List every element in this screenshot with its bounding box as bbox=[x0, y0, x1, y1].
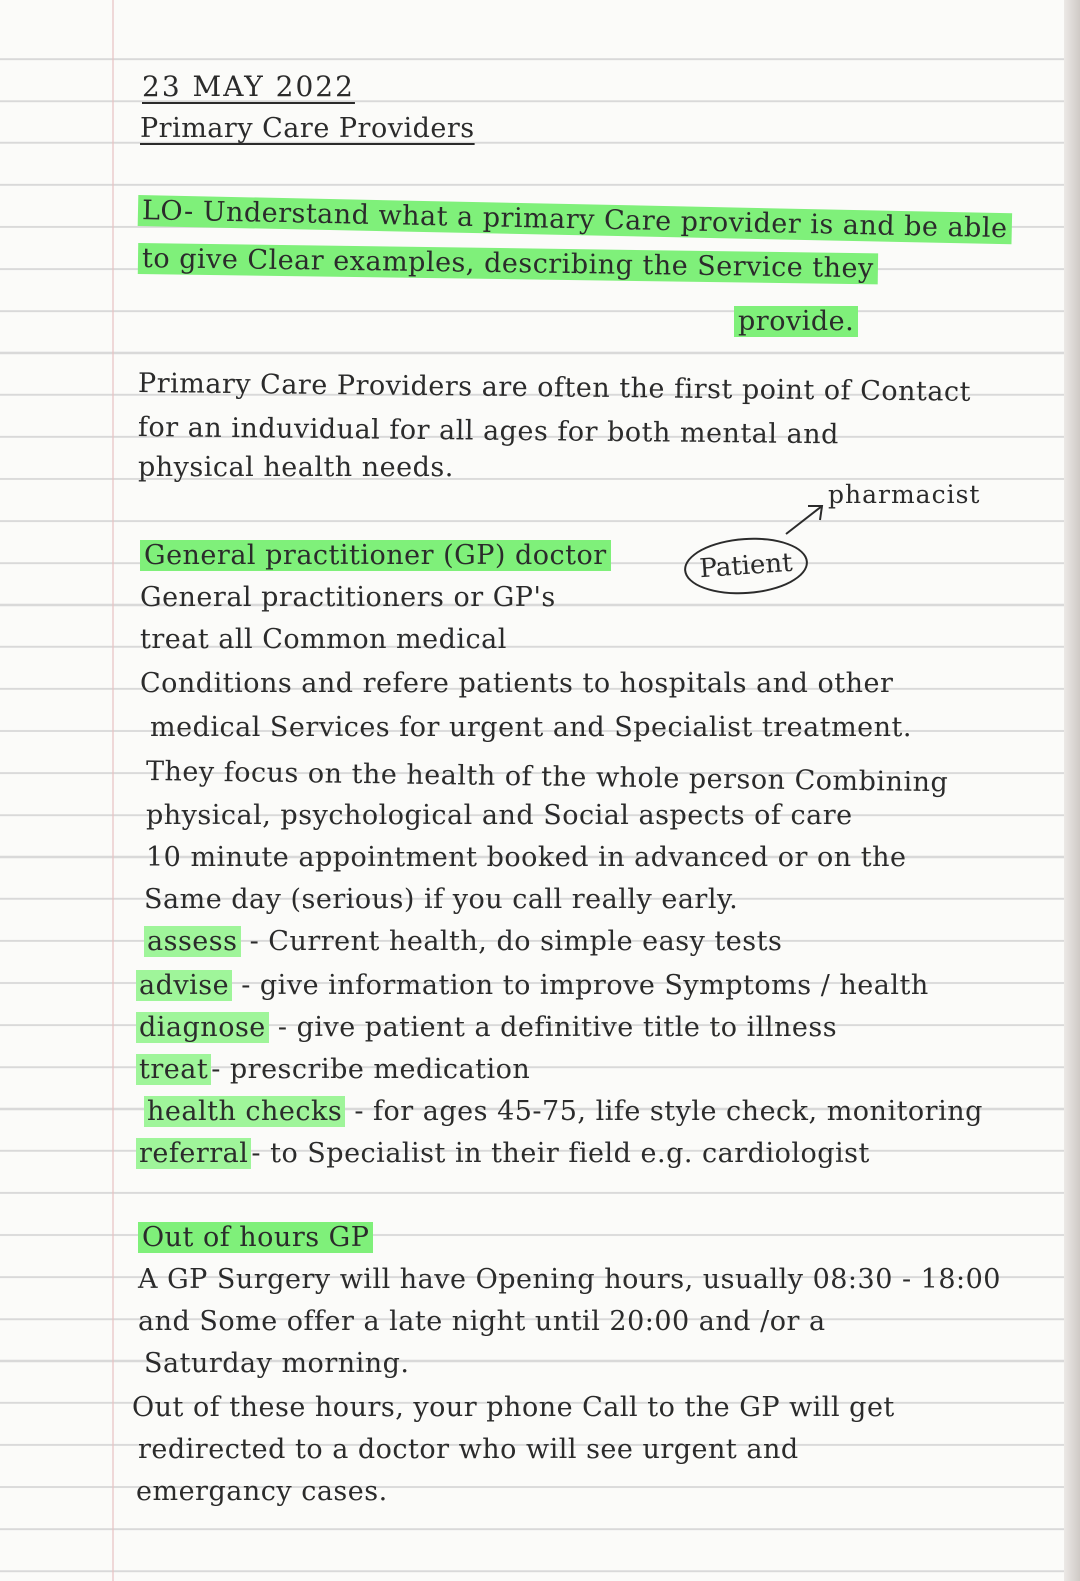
objective-text-1: LO- Understand what a primary Care provider is and be able bbox=[138, 195, 1012, 244]
objective-line-3 bbox=[734, 306, 858, 337]
service-desc: - give patient a definitive title to illness bbox=[268, 1012, 838, 1043]
ooh-line-1: A GP Surgery will have Opening hours, usually 08:30 - 18:00 bbox=[138, 1264, 1001, 1295]
service-term: referral bbox=[136, 1138, 251, 1169]
service-term: treat bbox=[136, 1054, 211, 1085]
service-desc: - give information to improve Symptoms / health bbox=[232, 970, 929, 1001]
arrow-icon bbox=[782, 498, 832, 538]
intro-line-3: physical health needs. bbox=[138, 452, 454, 483]
service-health-checks bbox=[144, 1096, 983, 1127]
ooh-line-5: redirected to a doctor who will see urgent and bbox=[138, 1434, 799, 1465]
page-title: Primary Care Providers bbox=[140, 113, 475, 144]
page-edge bbox=[1064, 0, 1080, 1581]
objective-line-1 bbox=[138, 195, 1012, 244]
service-desc: - for ages 45-75, life style check, monitoring bbox=[345, 1096, 983, 1127]
service-assess bbox=[144, 926, 782, 957]
gp-line-5: They focus on the health of the whole person Combining bbox=[145, 756, 949, 799]
objective-text-2: to give Clear examples, describing the Service they bbox=[138, 243, 878, 284]
patient-label: Patient bbox=[698, 547, 794, 585]
service-term: advise bbox=[136, 970, 232, 1001]
gp-line-1: General practitioners or GP's bbox=[140, 582, 556, 613]
service-desc: - Current health, do simple easy tests bbox=[240, 926, 783, 957]
gp-line-3: Conditions and refere patients to hospitals and other bbox=[140, 668, 894, 699]
ooh-line-2: and Some offer a late night until 20:00 and /or a bbox=[138, 1306, 826, 1337]
gp-line-2: treat all Common medical bbox=[140, 624, 507, 655]
service-advise bbox=[136, 970, 929, 1001]
patient-bubble bbox=[682, 534, 810, 599]
service-referral bbox=[136, 1138, 870, 1169]
ooh-line-4: Out of these hours, your phone Call to the GP will get bbox=[132, 1392, 895, 1423]
gp-line-6: physical, psychological and Social aspects of care bbox=[146, 800, 853, 831]
service-diagnose bbox=[136, 1012, 837, 1043]
service-term: diagnose bbox=[136, 1012, 269, 1043]
service-term: assess bbox=[144, 926, 241, 957]
objective-text-3: provide. bbox=[734, 306, 858, 337]
intro-line-1: Primary Care Providers are often the first point of Contact bbox=[137, 368, 972, 408]
gp-heading bbox=[140, 540, 611, 571]
service-desc: - to Specialist in their field e.g. cardiologist bbox=[251, 1138, 870, 1169]
objective-line-2 bbox=[138, 243, 878, 284]
ooh-heading bbox=[138, 1222, 373, 1253]
ooh-line-6: emergancy cases. bbox=[136, 1476, 388, 1507]
note-date: 23 MAY 2022 bbox=[142, 70, 355, 103]
ooh-line-3: Saturday morning. bbox=[144, 1348, 410, 1379]
service-desc: - prescribe medication bbox=[211, 1054, 531, 1085]
margin-line bbox=[112, 0, 114, 1581]
gp-heading-text: General practitioner (GP) doctor bbox=[140, 540, 611, 571]
intro-line-2: for an induvidual for all ages for both mental and bbox=[137, 412, 839, 451]
ooh-heading-text: Out of hours GP bbox=[138, 1222, 373, 1253]
gp-line-8: Same day (serious) if you call really early. bbox=[144, 884, 739, 915]
gp-line-7: 10 minute appointment booked in advanced or on the bbox=[146, 842, 907, 873]
service-treat bbox=[136, 1054, 530, 1085]
pharmacist-label: pharmacist bbox=[828, 480, 981, 509]
service-term: health checks bbox=[144, 1096, 345, 1127]
gp-line-4: medical Services for urgent and Specialist treatment. bbox=[150, 712, 912, 743]
